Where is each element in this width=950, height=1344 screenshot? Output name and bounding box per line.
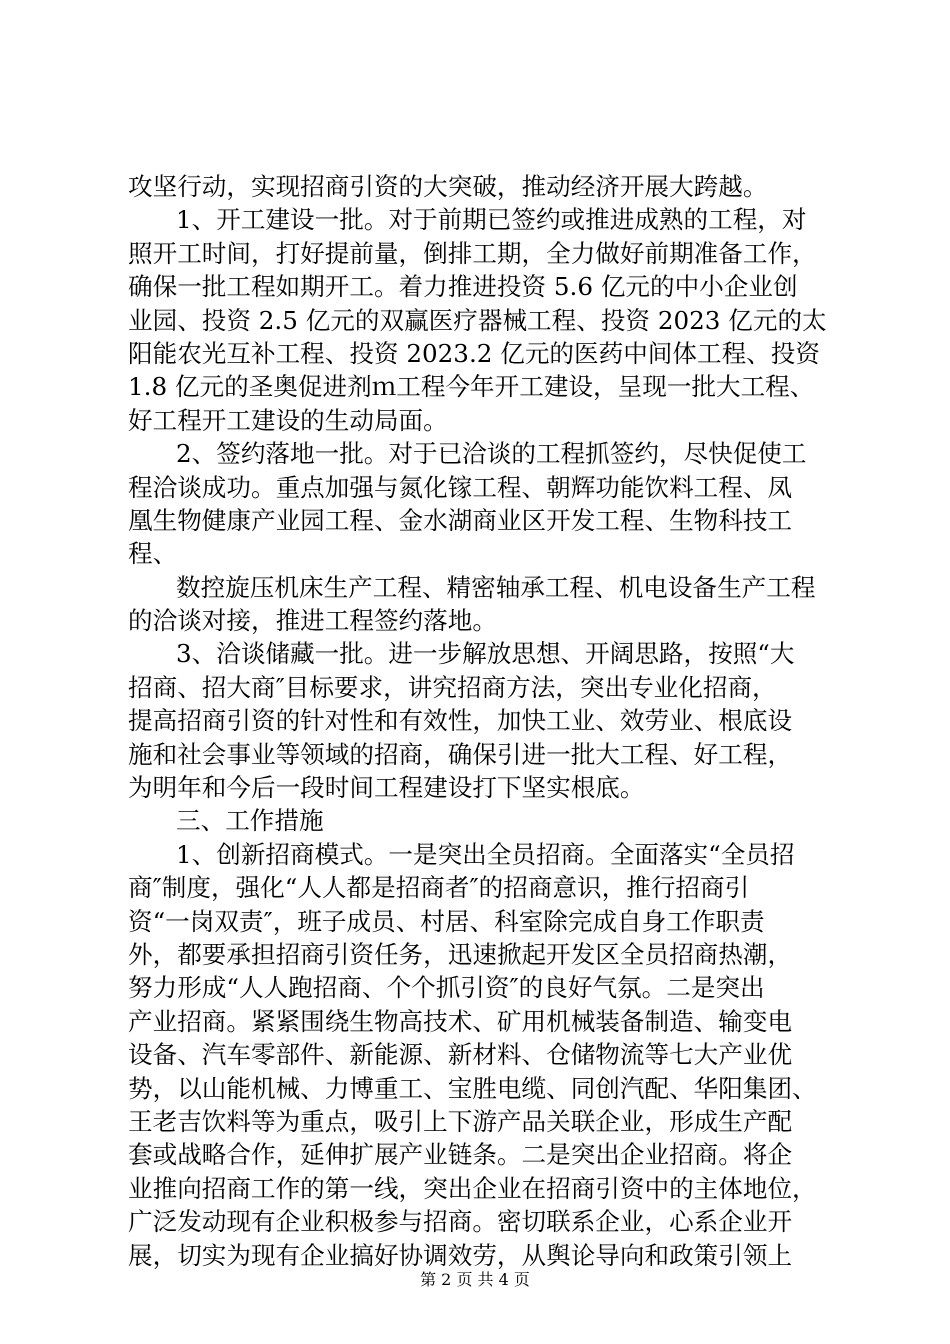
text-line: 2、签约落地一批。对于已洽谈的工程抓签约，尽快促使工 <box>176 439 807 469</box>
text-line: 招商、招大商″目标要求，讲究招商方法，突出专业化招商， <box>128 672 777 702</box>
text-line: 确保一批工程如期开工。着力推进投资 5.6 亿元的中小企业创 <box>128 272 798 302</box>
text-line: 商″制度，强化“人人都是招商者″的招商意识，推行招商引 <box>128 873 750 903</box>
text-line: 3、洽谈储藏一批。进一步解放思想、开阔思路，按照“大 <box>176 639 795 669</box>
text-line: 产业招商。紧紧围绕生物高技术、矿用机械装备制造、输变电 <box>128 1006 793 1036</box>
text-line: 努力形成“人人跑招商、个个抓引资″的良好气氛。二是突出 <box>128 973 765 1003</box>
section-heading: 三、工作措施 <box>176 806 324 836</box>
text-line: 照开工时间，打好提前量，倒排工期，全力做好前期准备工作， <box>128 238 817 268</box>
document-body <box>128 170 828 1272</box>
text-line: 攻坚行动，实现招商引资的大突破，推动经济开展大跨越。 <box>128 172 768 201</box>
text-line: 施和社会事业等领域的招商，确保引进一批大工程、好工程， <box>128 739 793 769</box>
text-line: 套或战略合作，延伸扩展产业链条。二是突出企业招商。将企 <box>128 1140 793 1170</box>
text-line: 好工程开工建设的生动局面。 <box>128 405 448 435</box>
text-line: 1、创新招商模式。一是突出全员招商。全面落实“全员招 <box>176 839 795 869</box>
text-line: 业推向招商工作的第一线，突出企业在招商引资中的主体地位， <box>128 1173 817 1203</box>
text-line: 1.8 亿元的圣奥促进剂ｍ工程今年开工建设，呈现一批大工程、 <box>128 372 815 402</box>
text-line: 设备、汽车零部件、新能源、新材料、仓储物流等七大产业优 <box>128 1040 793 1070</box>
text-line: 势，以山能机械、力博重工、宝胜电缆、同创汽配、华阳集团、 <box>128 1073 817 1103</box>
text-line: 提高招商引资的针对性和有效性，加快工业、效劳业、根底设 <box>128 706 793 736</box>
text-line: 王老吉饮料等为重点，吸引上下游产品关联企业，形成生产配 <box>128 1106 793 1136</box>
text-line: 程洽谈成功。重点加强与氮化镓工程、朝辉功能饮料工程、凤 <box>128 472 793 502</box>
page-number-footer: 第 2 页 共 4 页 <box>420 1270 530 1289</box>
text-line: 展，切实为现有企业搞好协调效劳，从舆论导向和政策引领上 <box>128 1240 793 1270</box>
text-line: 凰生物健康产业园工程、金水湖商业区开发工程、生物科技工 <box>128 505 793 535</box>
text-line: 为明年和今后一段时间工程建设打下坚实根底。 <box>128 773 645 803</box>
text-line: 1、开工建设一批。对于前期已签约或推进成熟的工程，对 <box>176 205 807 235</box>
text-line: 资“一岗双责″，班子成员、村居、科室除完成自身工作职责 <box>128 906 765 936</box>
text-line: 广泛发动现有企业积极参与招商。密切联系企业，心系企业开 <box>128 1207 793 1237</box>
text-line: 阳能农光互补工程、投资 2023.2 亿元的医药中间体工程、投资 <box>128 338 820 368</box>
text-line: 业园、投资 2.5 亿元的双赢医疗器械工程、投资 2023 亿元的太 <box>128 305 827 335</box>
text-line: 的洽谈对接，推进工程签约落地。 <box>128 606 497 636</box>
text-line: 程、 <box>128 539 178 569</box>
text-line: 外，都要承担招商引资任务，迅速掀起开发区全员招商热潮， <box>128 939 793 969</box>
text-line: 数控旋压机床生产工程、精密轴承工程、机电设备生产工程 <box>176 572 816 602</box>
